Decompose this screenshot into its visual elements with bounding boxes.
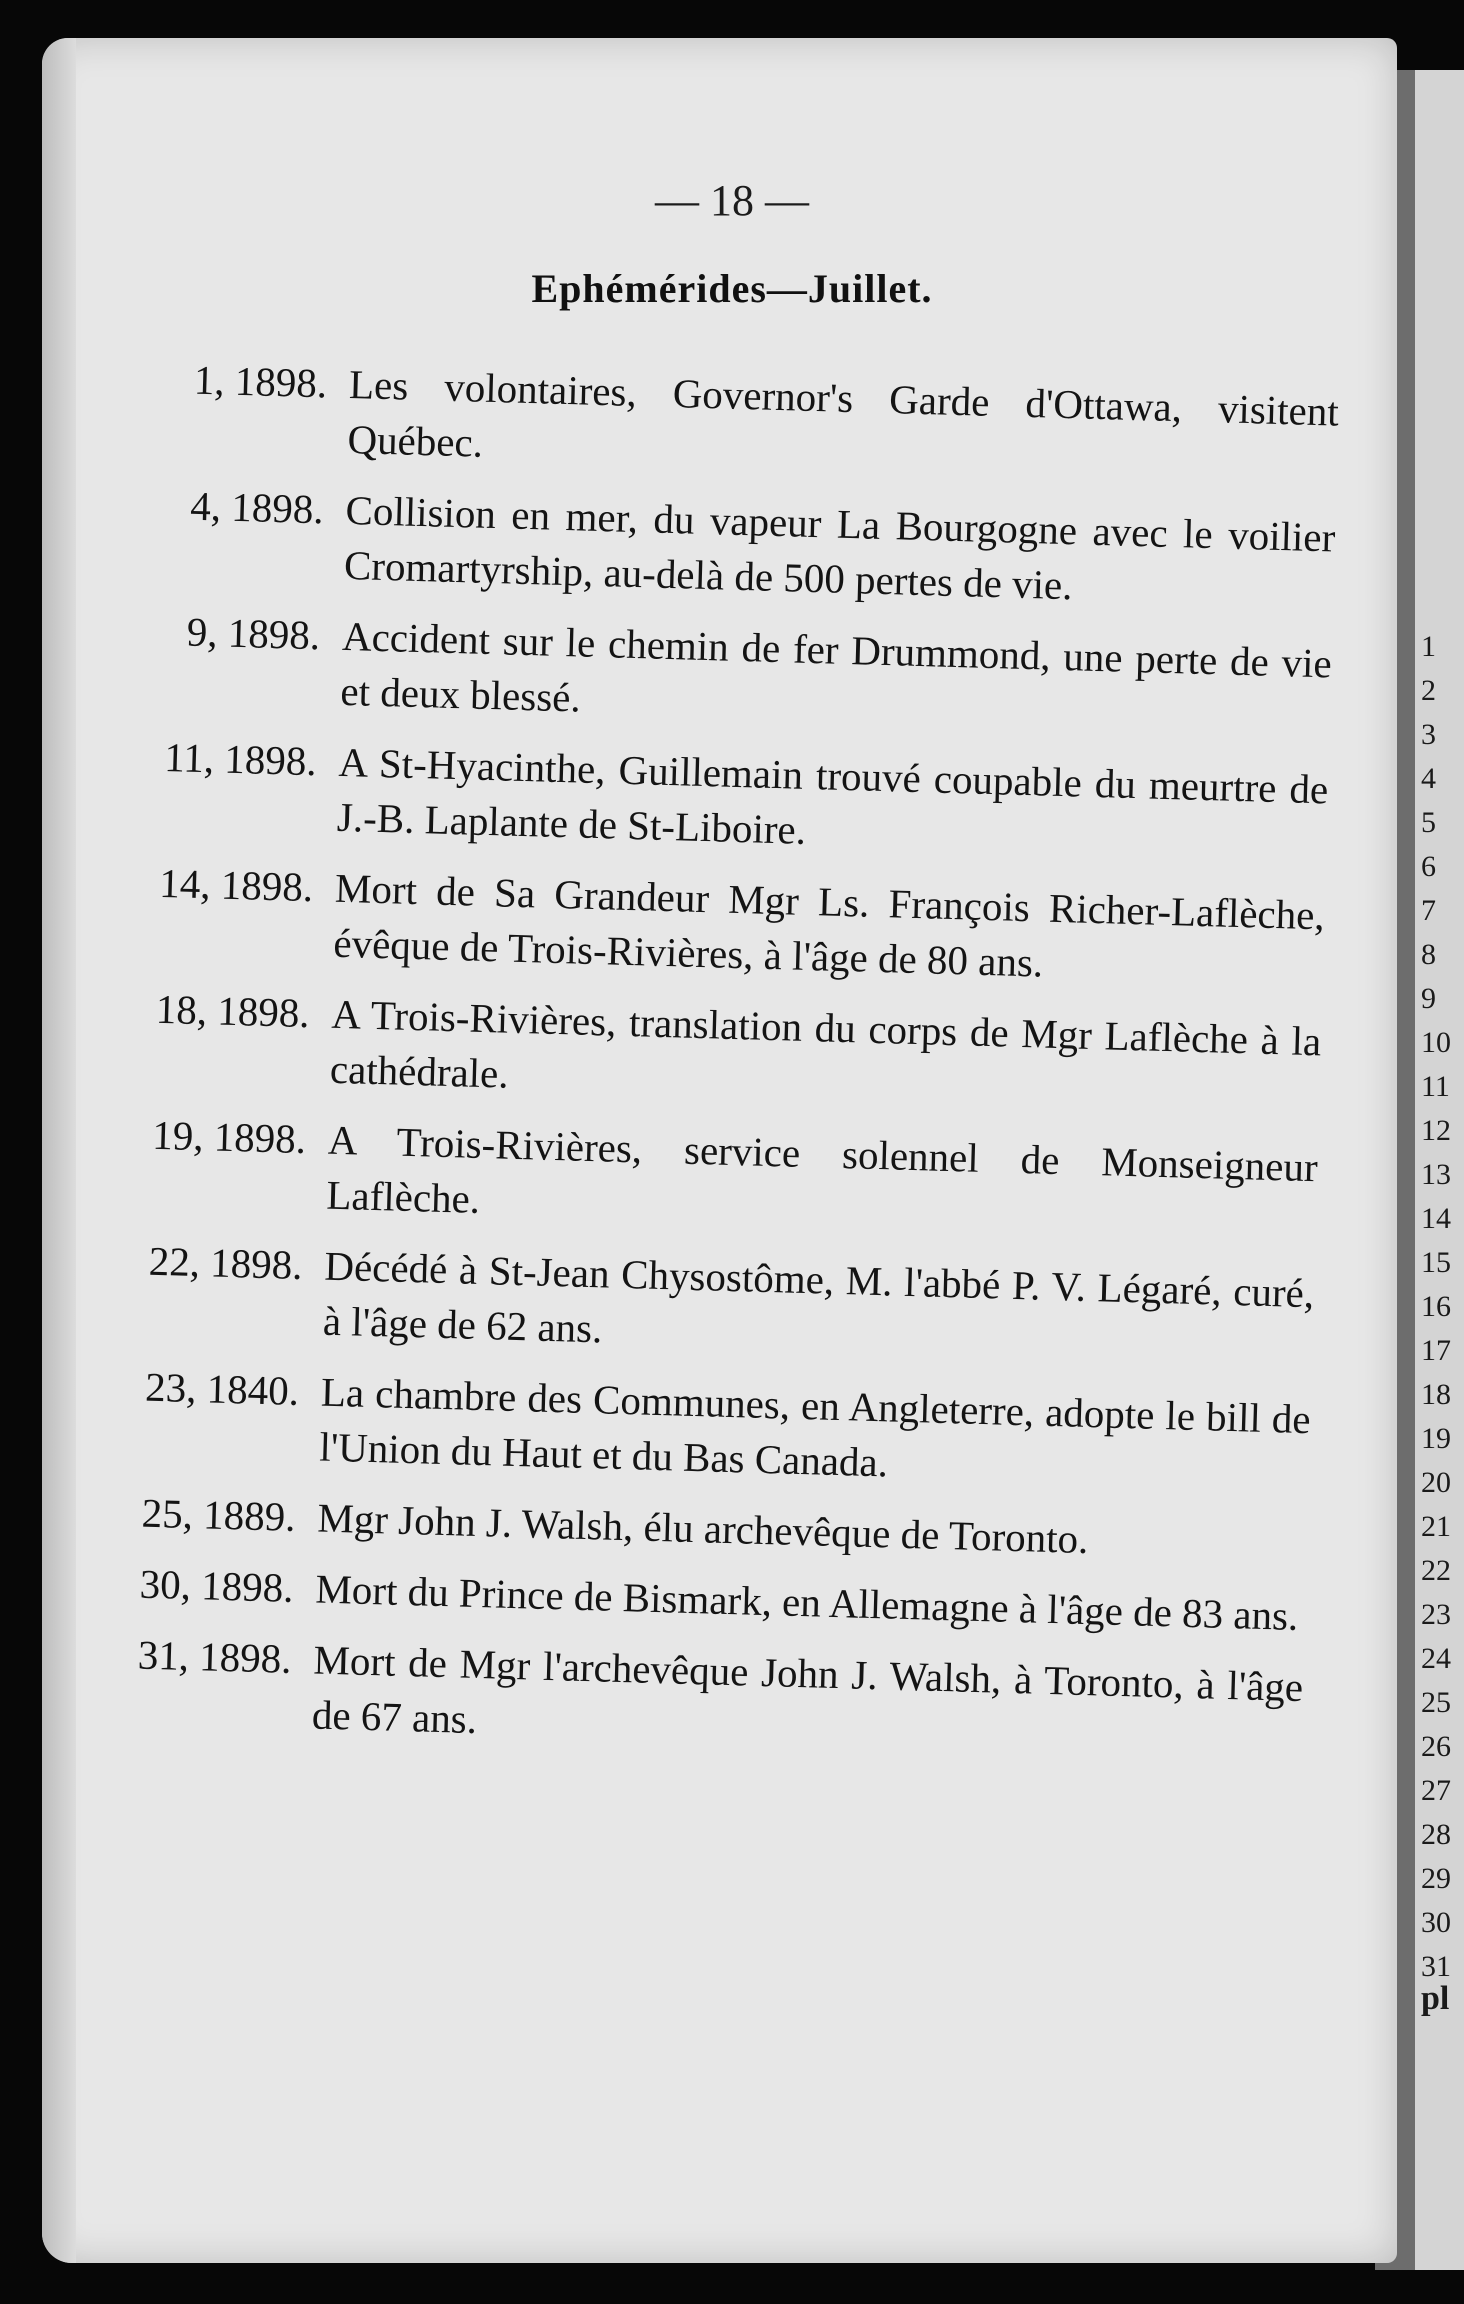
entry-date: 18, 1898.: [155, 985, 311, 1037]
facing-calendar-number: 15: [1421, 1246, 1451, 1279]
entry-date: 9, 1898.: [186, 608, 321, 659]
facing-calendar-number: 19: [1421, 1422, 1451, 1455]
entry-date: 22, 1898.: [148, 1237, 304, 1289]
entry-text: Accident sur le chemin de fer Drummond, une perte de vie et deux blessé.: [339, 612, 1333, 721]
facing-calendar-number: 4: [1421, 762, 1436, 795]
facing-calendar-number: 27: [1421, 1774, 1451, 1807]
entry-text: La chambre des Communes, en Angleterre, adopte le bill de l'Union du Haut et du Bas Canada.: [318, 1368, 1312, 1486]
facing-calendar-number: 22: [1421, 1554, 1451, 1587]
facing-calendar-number: 8: [1421, 938, 1436, 971]
list-item: [69, 1358, 1312, 1503]
facing-calendar-number: 23: [1421, 1598, 1451, 1631]
facing-word-fragment: pl: [1421, 1980, 1450, 2017]
facing-calendar-number: 25: [1421, 1686, 1451, 1719]
facing-calendar-number: 31: [1421, 1950, 1451, 1983]
facing-calendar-number: 7: [1421, 894, 1436, 927]
list-item: [93, 476, 1336, 621]
page-title: Ephémérides—Juillet.: [531, 266, 933, 311]
facing-calendar-number: 11: [1421, 1070, 1450, 1103]
list-item: [90, 602, 1333, 747]
entry-text: A Trois-Rivières, translation du corps de Mgr Laflèche à la cathédrale.: [329, 990, 1322, 1097]
facing-calendar-number: 26: [1421, 1730, 1451, 1763]
entry-date: 14, 1898.: [158, 859, 314, 911]
entry-text: Collision en mer, du vapeur La Bourgogne avec le voilier Cromartyrship, au-delà de 500 pertes de vie.: [343, 486, 1336, 609]
facing-calendar-number: 17: [1421, 1334, 1451, 1367]
facing-calendar-number: 13: [1421, 1158, 1451, 1191]
facing-calendar-number: 24: [1421, 1642, 1451, 1675]
entry-text: Mort de Mgr l'archevêque John J. Walsh, à Toronto, à l'âge de 67 ans.: [311, 1636, 1304, 1743]
list-item: [83, 854, 1326, 999]
list-item: [76, 1106, 1319, 1251]
facing-page-fragment: [1415, 70, 1464, 2270]
entry-date: 19, 1898.: [151, 1111, 307, 1163]
entry-text: Décédé à St-Jean Chysostôme, M. l'abbé P. V. Légaré, curé, à l'âge de 62 ans.: [322, 1242, 1315, 1352]
facing-calendar-number: 16: [1421, 1290, 1451, 1323]
page-number: — 18 —: [655, 176, 809, 225]
list-item: [79, 980, 1322, 1125]
list-item: [86, 728, 1329, 873]
entry-text: A Trois-Rivières, service solennel de Monseigneur Laflèche.: [325, 1116, 1319, 1222]
facing-calendar-number: 2: [1421, 674, 1436, 707]
facing-calendar-number: 12: [1421, 1114, 1451, 1147]
facing-calendar-number: 30: [1421, 1906, 1451, 1939]
facing-calendar-number: 28: [1421, 1818, 1451, 1851]
facing-calendar-number: 20: [1421, 1466, 1451, 1499]
entry-date: 30, 1898.: [139, 1560, 295, 1611]
list-item: [72, 1232, 1315, 1377]
facing-calendar-number: 14: [1421, 1202, 1451, 1235]
facing-calendar-number: 3: [1421, 718, 1436, 751]
entry-date: 11, 1898.: [163, 733, 318, 785]
facing-calendar-number: 9: [1421, 982, 1436, 1015]
facing-calendar-number: 29: [1421, 1862, 1451, 1895]
entry-date: 31, 1898.: [137, 1631, 293, 1682]
page-edge: [42, 38, 76, 2263]
entry-list: [61, 350, 1340, 1786]
facing-calendar-number: 6: [1421, 850, 1436, 883]
entry-date: 1, 1898.: [193, 356, 328, 407]
entry-date: 23, 1840.: [144, 1363, 300, 1414]
facing-calendar-number: 18: [1421, 1378, 1451, 1411]
entry-text: Mort de Sa Grandeur Mgr Ls. François Richer-Laflèche, évêque de Trois-Rivières, à l'âge de 80 ans.: [332, 864, 1326, 986]
entry-text: Mgr John J. Walsh, élu archevêque de Toronto.: [316, 1494, 1089, 1563]
entry-text: Les volontaires, Governor's Garde d'Ottawa, visitent Québec.: [346, 360, 1340, 466]
facing-calendar-number: 5: [1421, 806, 1436, 839]
entry-text: Mort du Prince de Bismark, en Allemagne à l'âge de 83 ans.: [314, 1565, 1299, 1639]
facing-calendar-number: 1: [1421, 630, 1436, 663]
entry-date: 4, 1898.: [189, 482, 325, 533]
facing-calendar-number: 10: [1421, 1026, 1451, 1059]
entry-date: 25, 1889.: [141, 1489, 297, 1540]
facing-calendar-number: 21: [1421, 1510, 1451, 1543]
list-item: [61, 1626, 1304, 1771]
entry-text: A St-Hyacinthe, Guillemain trouvé coupable du meurtre de J.-B. Laplante de St-Liboire.: [336, 738, 1329, 853]
